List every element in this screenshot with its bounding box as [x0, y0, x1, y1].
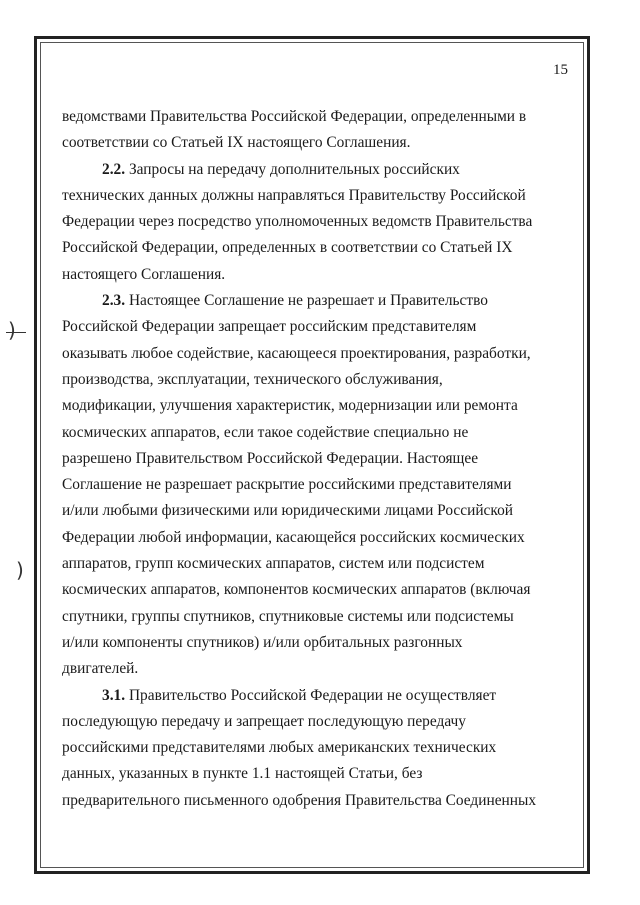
text-line: космических аппаратов, если такое содействие специально не	[62, 423, 469, 441]
text-line: ведомствами Правительства Российской Федерации, определенными в	[62, 108, 527, 125]
text-line: Федерации через посредство уполномоченных ведомств Правительства	[62, 213, 533, 231]
text-line: космических аппаратов, компонентов космических аппаратов (включая	[62, 581, 531, 599]
text-line: оказывать любое содействие, касающееся проектирования, разработки,	[62, 344, 531, 362]
text-line: двигателей.	[62, 660, 139, 678]
text-line: российскими представителями любых американских технических	[62, 739, 497, 757]
text-line: и/или любыми физическими или юридическими лицами Российской	[62, 502, 514, 520]
text-line: производства, эксплуатации, технического обслуживания,	[62, 370, 443, 388]
document-body	[62, 104, 572, 814]
text-line: и/или компоненты спутников) и/или орбитальных разгонных	[62, 633, 463, 651]
paragraph-start-line: 2.2. Запросы на передачу дополнительных российских	[102, 160, 460, 178]
text-line: аппаратов, групп космических аппаратов, систем или подсистем	[62, 555, 485, 573]
text-line: модификации, улучшения характеристик, модернизации или ремонта	[62, 397, 518, 415]
text-line: последующую передачу и запрещает последующую передачу	[62, 712, 466, 730]
text-line: Федерации любой информации, касающейся российских космических	[62, 528, 525, 546]
text-line: соответствии со Статьей IX настоящего Соглашения.	[62, 134, 411, 152]
text-line: технических данных должны направляться Правительству Российской	[62, 186, 526, 204]
text-line: разрешено Правительством Российской Федерации. Настоящее	[62, 449, 479, 467]
text-line: настоящего Соглашения.	[62, 265, 226, 283]
page-number: 15	[553, 62, 568, 78]
text-line: предварительного письменного одобрения Правительства Соединенных	[62, 791, 537, 809]
margin-bracket-mark: )	[16, 558, 24, 582]
text-line: Российской Федерации запрещает российским представителям	[62, 318, 477, 336]
margin-bracket-mark: )	[8, 318, 16, 342]
text-line: Российской Федерации, определенных в соответствии со Статьей IX	[62, 239, 513, 257]
paragraph-number: 2.3.	[102, 292, 126, 310]
text-line: спутники, группы спутников, спутниковые системы или подсистемы	[62, 607, 514, 625]
text-line: данных, указанных в пункте 1.1 настоящей Статьи, без	[62, 765, 423, 783]
paragraph-start-line: 3.1. Правительство Российской Федерации не осуществляет	[102, 686, 497, 704]
paragraph-start-line: 2.3. Настоящее Соглашение не разрешает и Правительство	[102, 292, 488, 310]
paragraph-number: 3.1.	[102, 686, 126, 704]
paragraph-number: 2.2.	[102, 160, 126, 178]
text-line: Соглашение не разрешает раскрытие российскими представителями	[62, 476, 512, 494]
